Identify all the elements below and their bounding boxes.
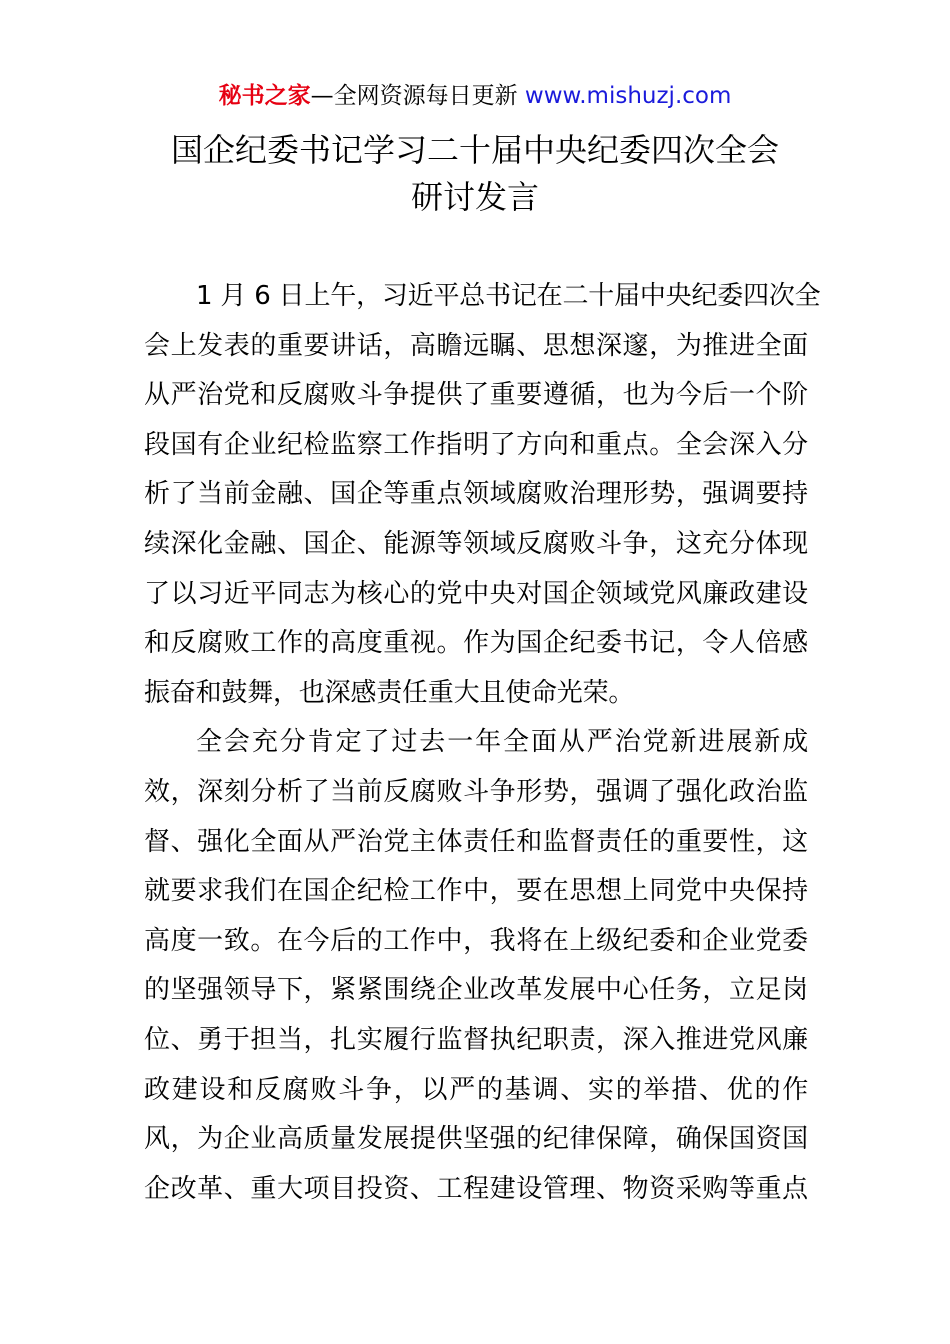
paragraph-line: 1 月 6 日上午，习近平总书记在二十届中央纪委四次全 — [196, 281, 821, 311]
paragraph-line: 高度一致。在今后的工作中，我将在上级纪委和企业党委 — [144, 925, 808, 956]
paragraph-line: 振奋和鼓舞，也深感责任重大且使命光荣。 — [144, 677, 635, 708]
paragraph-line: 的坚强领导下，紧紧围绕企业改革发展中心任务，立足岗 — [144, 975, 808, 1006]
paragraph-line: 续深化金融、国企、能源等领域反腐败斗争，这充分体现 — [144, 528, 808, 559]
paragraph-2 — [144, 718, 808, 1214]
paragraph-line: 段国有企业纪检监察工作指明了方向和重点。全会深入分 — [144, 429, 808, 460]
paragraph-line: 了以习近平同志为核心的党中央对国企领域党风廉政建设 — [144, 578, 808, 609]
paragraph-line: 政建设和反腐败斗争，以严的基调、实的举措、优的作 — [144, 1074, 808, 1105]
paragraph-line: 全会充分肯定了过去一年全面从严治党新进展新成 — [196, 727, 808, 758]
document-body — [144, 272, 821, 1214]
paragraph-line: 会上发表的重要讲话，高瞻远瞩、思想深邃，为推进全面 — [144, 330, 808, 361]
paragraph-1 — [144, 272, 821, 718]
document-title-line-2: 研讨发言 — [410, 178, 539, 216]
paragraph-line: 和反腐败工作的高度重视。作为国企纪委书记，令人倍感 — [144, 628, 808, 659]
paragraph-line: 企改革、重大项目投资、工程建设管理、物资采购等重点 — [144, 1173, 808, 1204]
banner-url[interactable]: www.mishuzj.com — [524, 83, 732, 109]
paragraph-line: 督、强化全面从严治党主体责任和监督责任的重要性，这 — [144, 826, 808, 857]
banner-brand: 秘书之家 — [218, 83, 311, 109]
paragraph-line: 位、勇于担当，扎实履行监督执纪职责，深入推进党风廉 — [144, 1024, 808, 1055]
site-banner — [0, 80, 950, 112]
paragraph-line: 就要求我们在国企纪检工作中，要在思想上同党中央保持 — [144, 876, 808, 907]
paragraph-line: 从严治党和反腐败斗争提供了重要遵循，也为今后一个阶 — [144, 380, 808, 411]
paragraph-line: 析了当前金融、国企等重点领域腐败治理形势，强调要持 — [144, 479, 808, 510]
paragraph-line: 风，为企业高质量发展提供坚强的纪律保障，确保国资国 — [144, 1124, 808, 1155]
paragraph-line: 效，深刻分析了当前反腐败斗争形势，强调了强化政治监 — [144, 776, 808, 807]
banner-tagline: —全网资源每日更新 — [310, 83, 525, 109]
document-title-line-1: 国企纪委书记学习二十届中央纪委四次全会 — [170, 131, 779, 169]
